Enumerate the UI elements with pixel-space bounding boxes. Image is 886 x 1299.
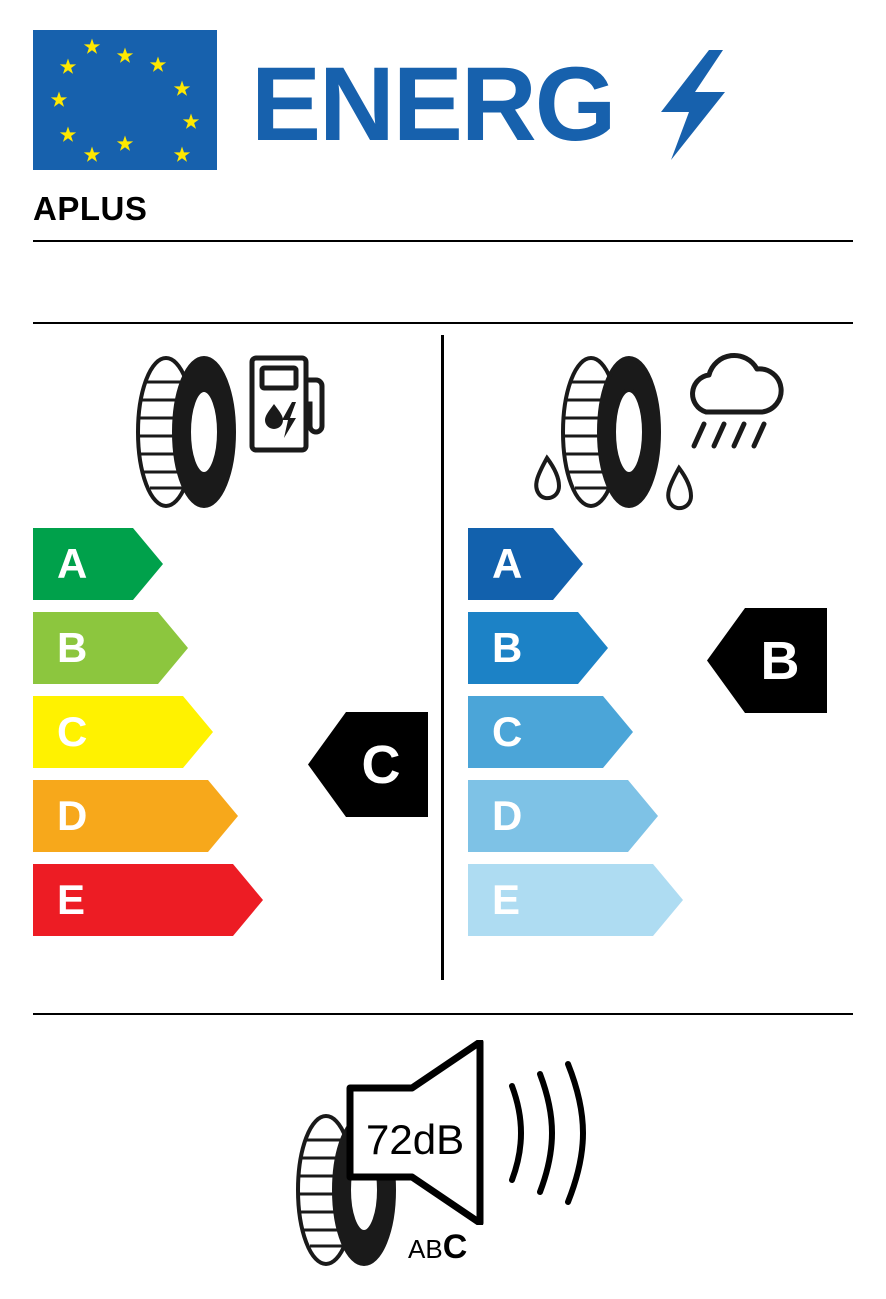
fuel-result-letter: C [361,734,401,795]
noise-class-active: C [442,1228,468,1266]
grade-letter: C [492,708,523,755]
grade-arrow-shape [33,528,163,600]
divider-second [33,322,853,324]
noise-value: 72dB [366,1116,465,1163]
wetgrip-result-badge [707,608,827,713]
fuel-pump-icon [248,352,328,457]
rain-cloud-icon [678,350,793,465]
divider-bottom [33,1013,853,1015]
grade-letter: C [57,708,88,755]
eu-stars-icon [33,30,217,170]
tyre-icon [120,352,255,512]
noise-section [280,1040,610,1280]
noise-class-inactive: AB [408,1234,443,1264]
grade-letter: D [57,792,88,839]
energy-wordmark: ENERG [251,46,615,163]
grade-letter: B [492,624,523,671]
brand-name: APLUS [33,190,148,227]
eu-flag-icon [33,30,217,170]
grade-arrow-shape [468,612,608,684]
grade-letter: B [57,624,88,671]
grade-arrow-shape [468,528,583,600]
grade-letter: E [492,876,521,923]
grade-letter: E [57,876,86,923]
sound-waves-icon [502,1058,592,1208]
fuel-result-badge [308,712,428,817]
wetgrip-result-letter: B [760,630,800,691]
grade-letter: D [492,792,523,839]
grade-letter: A [492,540,523,587]
divider-vertical [441,335,444,980]
noise-class-label [408,1228,467,1267]
label-header [33,30,853,170]
lightning-bolt-icon [651,50,731,160]
grade-letter: A [57,540,88,587]
divider-top [33,240,853,242]
